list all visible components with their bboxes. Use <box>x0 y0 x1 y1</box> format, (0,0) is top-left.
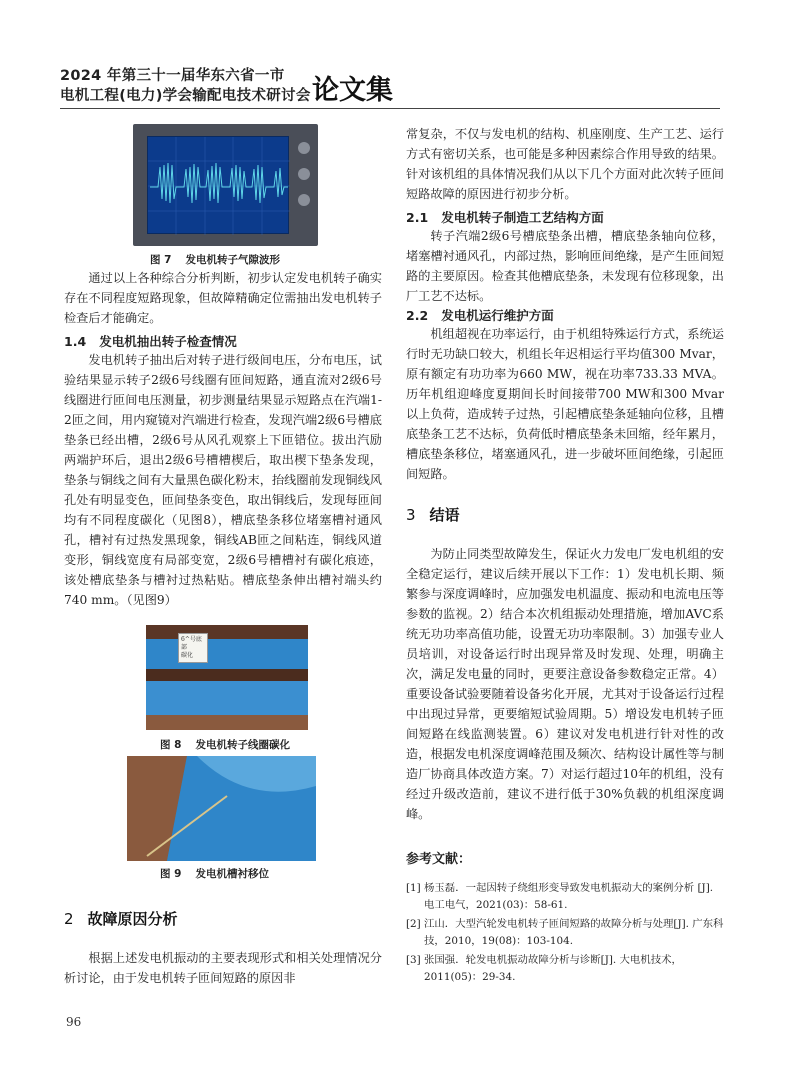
references-heading: 参考文献： <box>406 852 472 867</box>
heading-2-2: 2.2 发电机运行维护方面 <box>406 308 554 323</box>
figure-8-annotation: 6^号底部 碳化 <box>178 633 208 663</box>
paragraph-conclusion-initial: 通过以上各种综合分析判断，初步认定发电机转子确实存在不同程度短路现象，但故障精确定位需抽出发电机转子检查后才能确定。 <box>64 271 382 325</box>
scope-knob <box>298 168 310 180</box>
coil-insulation <box>146 639 308 669</box>
figure-8-caption: 图 8 发电机转子线圈碳化 <box>160 739 290 751</box>
paragraph-cause-continued: 常复杂，不仅与发电机的结构、机座刚度、生产工艺、运行方式有密切关系，也可能是多种因素综合作用导致的结果。针对该机组的具体情况我们从以下几个方面对此次转子匝间短路故障的原因进行初步分析。 <box>406 127 724 201</box>
figure-7-caption: 图 7 发电机转子气隙波形 <box>150 254 280 266</box>
paragraph-manufacturing: 转子汽端2级6号槽底垫条出槽，槽底垫条轴向位移，堵塞槽衬通风孔，内部过热，影响匝间绝缘，是产生匝间短路的主要原因。检查其他槽底垫条，未发现有位移现象，出厂工艺不达标。 <box>406 229 724 303</box>
heading-1-4: 1.4 发电机抽出转子检查情况 <box>64 334 237 349</box>
figure-7-image <box>133 124 318 246</box>
rotor-air-gap-waveform <box>148 137 290 235</box>
paragraph-cause-analysis-intro: 根据上述发电机振动的主要表现形式和相关处理情况分析讨论，由于发电机转子匝间短路的原因非 <box>64 951 382 985</box>
header-conference-line1: 2024 年第三十一届华东六省一市 <box>60 68 285 84</box>
paragraph-rotor-inspection: 发电机转子抽出后对转子进行级间电压，分布电压，试验结果显示转子2级6号线圈有匝间短路，通直流对2级6号线圈进行匝间电压测量，初步测量结果显示短路点在汽端1-2匝之间，用内窥镜对汽端进行检查，发现汽端2级6号槽底垫条已经出槽，2级6号从风孔观察上下匝错位。拔出汽励两端护环后，退出2级6号槽槽楔后，取出楔下垫条发现，垫条与铜线之间有大量黑色碳化粉末，抬线圈前发现铜线风孔处有明显变色，匝间垫条变色，取出铜线后，发现每匝间均有不同程度碳化（见图8），槽底垫条移位堵塞槽衬通风孔，槽衬有过热发黑现象，铜线AB匝之间粘连，铜线风道变形，铜线宽度有局部变宽，2级6号槽槽衬有碳化痕迹，该处槽底垫条与槽衬过热粘贴。槽底垫条伸出槽衬端头约740 mm。（见图9） <box>64 353 382 607</box>
section-3-heading: 3 结语 <box>406 506 460 524</box>
heading-2-1: 2.1 发电机转子制造工艺结构方面 <box>406 210 604 225</box>
header-divider <box>60 108 720 109</box>
reference-item: [1] 杨玉磊．一起因转子绕组形变导致发电机振动大的案例分析 [J]. 电工电气，2021(03)：58-61. <box>406 882 714 911</box>
section-2-heading: 2 故障原因分析 <box>64 910 178 928</box>
running-header <box>60 62 720 106</box>
scope-knob <box>298 194 310 206</box>
coil-insulation <box>146 681 308 715</box>
oscilloscope-screen <box>147 136 289 234</box>
header-conference-line2: 电机工程(电力)学会输配电技术研讨会 <box>60 88 311 104</box>
scope-knob <box>298 142 310 154</box>
figure-9-image <box>127 756 316 861</box>
reference-item: [3] 张国强．轮发电机振动故障分析与诊断[J]. 大电机技术，2011(05)：29-34. <box>406 954 682 983</box>
figure-9-caption: 图 9 发电机槽衬移位 <box>160 868 269 880</box>
reference-item: [2] 江山．大型汽轮发电机转子匝间短路的故障分析与处理[J]. 广东科技，2010，19(08)：103-104. <box>406 918 724 947</box>
figure-8-image <box>146 625 308 730</box>
header-title: 论文集 <box>312 75 393 106</box>
page-number: 96 <box>66 1015 82 1029</box>
paragraph-operation-maintenance: 机组超视在功率运行，由于机组特殊运行方式，系统运行时无功缺口较大，机组长年迟相运行平均值300 Mvar，原有额定有功功率为660 MW，视在功率733.33 MVA。历年机组迎峰度夏期间长时间接带700 MW和300 Mvar以上负荷，造成转子过热，引起槽底垫条延轴向位移，且槽底垫条工艺不达标，负荷低时槽底垫条未回缩，经年累月，槽底垫条移位，堵塞通风孔，进一步破坏匝间绝缘，引起匝间短路。 <box>406 327 724 481</box>
paragraph-recommendations: 为防止同类型故障发生，保证火力发电厂发电机组的安全稳定运行，建议后续开展以下工作：1）发电机长期、频繁参与深度调峰时，应加强发电机温度、振动和电流电压等参数的监视。2）结合本次机组振动处理措施，增加AVC系统无功功率高值功能，设置无功功率限制。3）加强专业人员培训，对设备运行时出现异常及时发现、处理，明确主次，满足发电量的同时，更要注意设备参数稳定正常。4）重要设备试验要随着设备劣化开展，尤其对于设备运行过程中出现过异常，更要缩短试验周期。5）增设发电机转子匝间短路在线监测装置。6）建议对发电机进行针对性的改造，根据发电机深度调峰范围及频次、结构设计属性等与制造厂协商具体改造方案。7）对运行超过10年的机组，没有经过升级改造前，建议不进行低于30%负载的机组深度调峰。 <box>406 547 724 821</box>
